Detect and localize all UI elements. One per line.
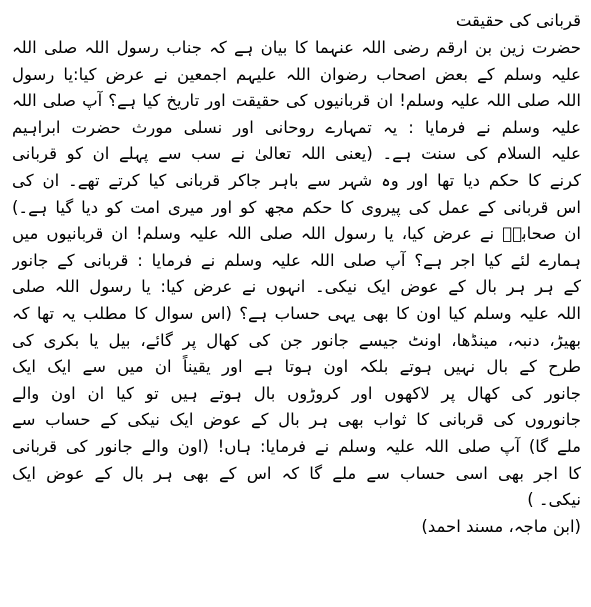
- body-line: علیہ السلام کی سنت ہے۔ (یعنی اللہ تعالیٰ نے سب سے پہلے ان کو قربانی: [12, 144, 581, 164]
- body-line: اللہ علیہ وسلم کیا اون کا بھی یہی حساب ہے؟ (اس سوال کا مطلب یہ تھا کہ: [12, 303, 581, 323]
- body-line: کرنے کا حکم دیا تھا اور وہ شہر سے باہر جاکر قربانی کیا کرتے تھے۔ ان کی: [12, 170, 581, 190]
- document-title: قربانی کی حقیقت: [455, 11, 581, 30]
- body-line: اللہ صلی اللہ علیہ وسلم! ان قربانیوں کی حقیقت اور تاریخ کیا ہے؟ آپ صلی اللہ: [12, 91, 581, 111]
- body-line: علیہ وسلم کے بعض اصحاب رضوان اللہ علیہم اجمعین نے عرض کیا:یا رسول: [12, 64, 581, 84]
- citation: (ابن ماجہ، مسند احمد): [421, 516, 581, 536]
- document-body: [12, 35, 581, 514]
- body-line: طرح کے بال نہیں ہوتے بلکہ اون ہوتا ہے اور یقیناً ان میں سے ایک ایک: [12, 357, 581, 377]
- body-line: کے ہر ہر بال کے عوض ایک نیکی۔ انہوں نے عرض کیا: یا رسول اللہ صلی: [12, 277, 581, 297]
- body-line: اس قربانی کے عمل کی پیروی کا حکم مجھ کو اور میری امت کو دیا گیا ہے۔): [12, 197, 581, 217]
- body-line: ملے گا) آپ صلی اللہ علیہ وسلم نے فرمایا: ہاں! (اون والے جانور کی قربانی: [12, 436, 581, 456]
- body-line: کا اجر بھی اسی حساب سے ملے گا کہ اس کے بھی ہر بال کے عوض ایک: [12, 463, 581, 483]
- body-line: جانور کی کھال پر لاکھوں اور کروڑوں بال ہوتے ہیں تو کیا ان اون والے: [12, 383, 581, 403]
- body-line: علیہ وسلم نے فرمایا : یہ تمہارے روحانی اور نسلی مورث حضرت ابراہیم: [12, 117, 581, 137]
- body-line: حضرت زین بن ارقم رضی اللہ عنہما کا بیان ہے کہ جناب رسول اللہ صلی اللہ: [12, 38, 581, 57]
- body-line: ہمارے لئے کیا اجر ہے؟ آپ صلی اللہ علیہ وسلم نے فرمایا : قربانی کے جانور: [12, 250, 581, 270]
- body-line: نیکی۔ ): [527, 490, 581, 510]
- body-line: جانوروں کی قربانی کا ثواب بھی ہر بال کے عوض ایک نیکی کے حساب سے: [12, 410, 581, 430]
- body-line: بھیڑ، دنبہ، مینڈھا، اونٹ جیسے جانور جن کی کھال پر گائے، بیل یا بکری کی: [12, 330, 581, 350]
- body-line: ان صحابہؓ نے عرض کیا، یا رسول اللہ صلی اللہ علیہ وسلم! ان قربانیوں میں: [12, 224, 581, 244]
